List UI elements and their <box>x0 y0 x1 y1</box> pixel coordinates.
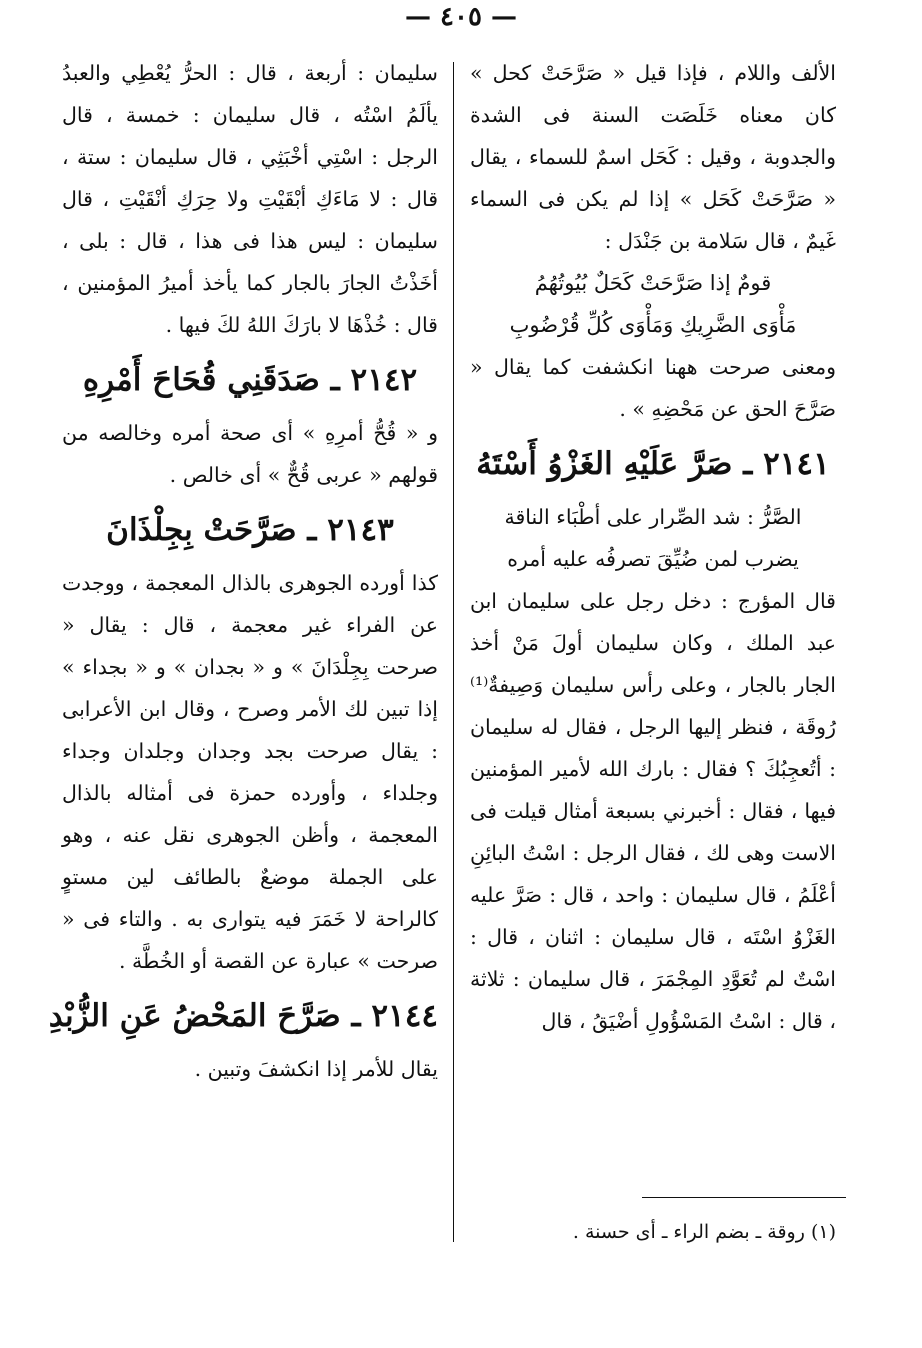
proverb-heading-2142: ٢١٤٢ ـ صَدَقَنِي قُحَاحَ أَمْرِهِ <box>82 362 418 398</box>
footnote: (١) روقة ـ بضم الراء ـ أى حسنة . <box>572 1221 836 1243</box>
column-divider <box>453 62 454 1242</box>
page-number: — ٤٠٥ — <box>404 2 518 32</box>
paragraph: قال المؤرج : دخل رجل على سليمان ابن عبد الملك ، وكان سليمان أولَ مَنْ أخذ الجار بالجار ، وعلى رأس سليمان وَصِيفةٌ⁽¹⁾ رُوقَة ، فنظر إليها الرجل ، فقال له سليمان : أتُعجِبُكَ ؟ فقال : بارك الله لأمير المؤمنين فيها ، فقال : أخبرني بسبعة أمثال قيلت فى الاست وهى لك ، فقال الرجل : اسْتُ البائِنِ أعْلَمُ ، قال سليمان : واحد ، قال : صَرَّ عليه الغَزْوُ اسْتَه ، قال سليمان : اثنان ، قال : اسْتٌ لم تُعَوَّدِ المِجْمَرَ ، قال سليمان : ثلاثة ، قال : اسْتُ المَسْؤُولِ أضْيَقُ ، قال <box>470 589 836 1033</box>
paragraph: و « قُحُّ أمرِهِ » أى صحة أمره وخالصه من قولهم « عربى قُحٌّ » أى خالص . <box>62 421 438 487</box>
paragraph: الألف واللام ، فإذا قيل « صَرَّحَتْ كحل » كان معناه خَلَصَت السنة فى الشدة والجدوبة ، وقيل : كَحَل اسمٌ للسماء ، يقال « صَرَّحَتْ كَحَل » إذا لم يكن فى السماء غَيمٌ ، قال سَلامة بن جَنْدَل : <box>470 61 836 253</box>
footnote-rule <box>642 1197 846 1198</box>
verse-line: قومٌ إذا صَرَّحَتْ كَحَلٌ بُيُوتُهُمُ <box>534 271 772 295</box>
verse-line: مَأْوَى الضَّرِيكِ وَمَأْوَى كُلِّ قُرْضُوبِ <box>509 313 797 337</box>
definition-line: الصَّرُّ : شد الصِّرار على أطْبَاء الناقة <box>504 505 802 529</box>
proverb-heading-2144: ٢١٤٤ ـ صَرَّحَ المَحْضُ عَنِ الزُّبْدِ <box>48 998 438 1034</box>
paragraph: ومعنى صرحت ههنا انكشفت كما يقال « صَرَّحَ الحق عن مَحْضِهِ » . <box>470 355 836 421</box>
proverb-heading-2143: ٢١٤٣ ـ صَرَّحَتْ بِجِلْذَانَ <box>106 512 394 548</box>
paragraph: يقال للأمر إذا انكشفَ وتبين . <box>194 1057 438 1081</box>
definition-line: يضرب لمن ضُيِّقَ تصرفُه عليه أمره <box>507 547 799 571</box>
left-column <box>48 52 438 1090</box>
proverb-heading-2141: ٢١٤١ ـ صَرَّ عَلَيْهِ الغَزْوُ أَسْتَهُ <box>476 446 830 482</box>
paragraph: كذا أورده الجوهرى بالذال المعجمة ، ووجدت عن الفراء غير معجمة ، قال : يقال « صرحت بِجِلْدَانَ » و « بجدان » و « بجداء » إذا تبين لك الأمر وصرح ، وقال ابن الأعرابى : يقال صرحت بجد وجدان وجلدان وجداء وجلداء ، وأورده حمزة فى أمثاله بالذال المعجمة ، وأظن الجوهرى نقل عنه ، وهو على الجملة موضعٌ بالطائف لين مستوٍ كالراحة لا خَمَرَ فيه يتوارى به . والتاء فى « صرحت » عبارة عن القصة أو الخُطَّة . <box>62 571 438 973</box>
right-column <box>470 52 836 1042</box>
paragraph: سليمان : أربعة ، قال : الحرُّ يُعْطِي والعبدُ يألَمُ اسْتُه ، قال سليمان : خمسة ، قال الرجل : اسْتِي أخْبَثِي ، قال سليمان : ستة ، قال : لا مَاءَكِ أبْقَيْتِ ولا حِرَكِ أنْقَيْتِ ، قال سليمان : ليس هذا فى هذا ، قال : بلى ، أخَذْتُ الجارَ بالجار كما يأخذ أميرُ المؤمنين ، قال : خُذْهَا لا بارَكَ اللهُ لكَ فيها . <box>62 61 438 337</box>
